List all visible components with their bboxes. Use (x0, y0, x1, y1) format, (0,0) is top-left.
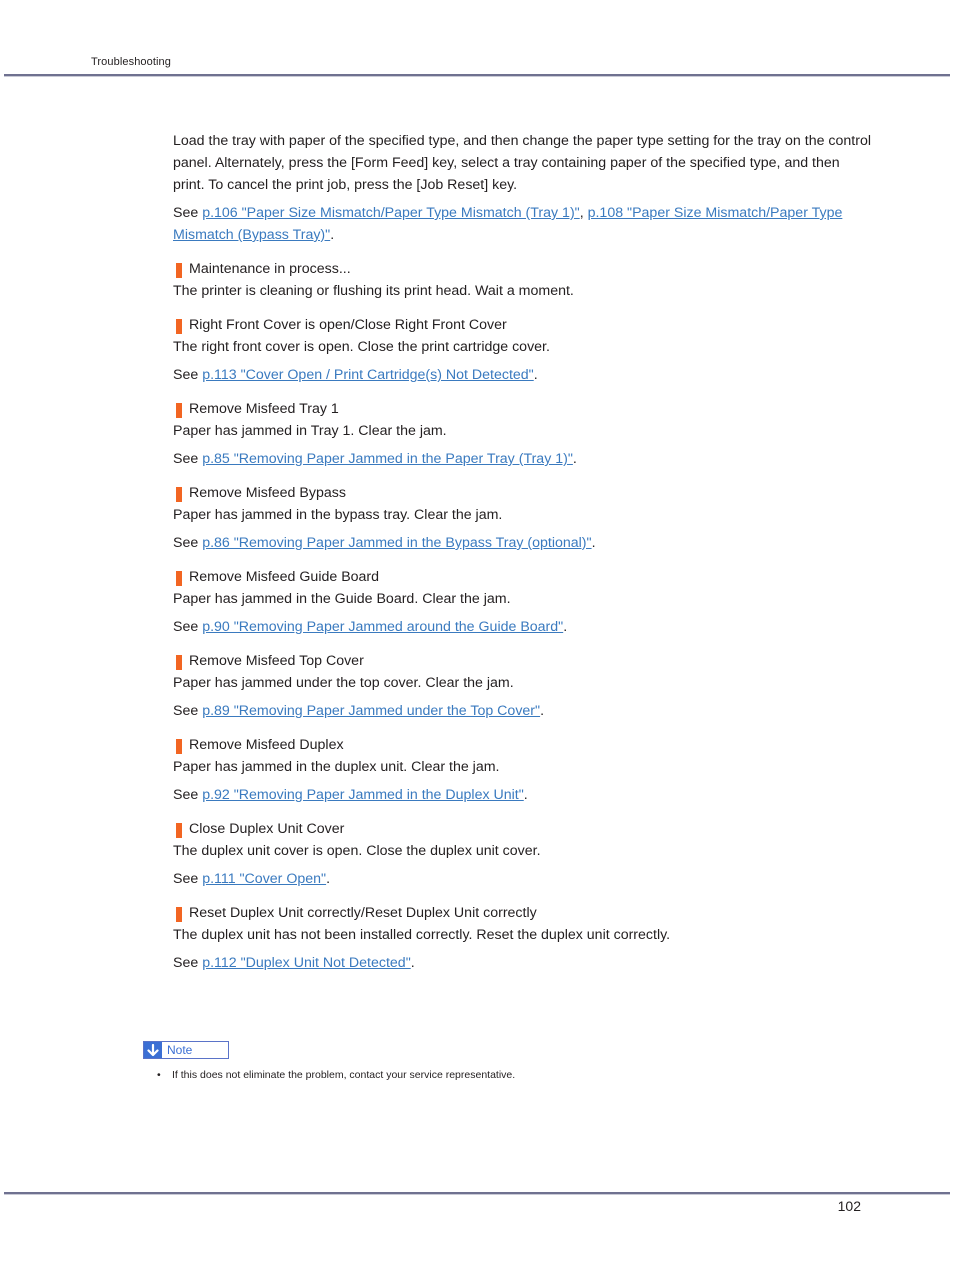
message-item (173, 258, 873, 302)
see-line: See p.113 "Cover Open / Print Cartridge(s) Not Detected". (173, 367, 538, 383)
note-badge (143, 1041, 229, 1059)
message-item (173, 314, 873, 386)
message-description: The duplex unit has not been installed correctly. Reset the duplex unit correctly. (173, 927, 671, 943)
message-item (173, 482, 873, 554)
bullet: • (157, 1069, 161, 1081)
intro-see-line: See p.106 "Paper Size Mismatch/Paper Type Mismatch (Tray 1)", p.108 "Paper Size Mismatch/Paper Type Mismatch (Bypass Tray)". (173, 205, 843, 243)
link-jam-bypass[interactable]: p.86 "Removing Paper Jammed in the Bypass Tray (optional)" (202, 535, 592, 551)
link-jam-guide-board[interactable]: p.90 "Removing Paper Jammed around the Guide Board" (202, 619, 564, 635)
marker-icon (176, 571, 182, 586)
see-line: See p.112 "Duplex Unit Not Detected". (173, 955, 415, 971)
message-title: Remove Misfeed Tray 1 (173, 398, 873, 420)
header-rule (4, 74, 950, 76)
message-item (173, 734, 873, 806)
message-title: Right Front Cover is open/Close Right Front Cover (173, 314, 873, 336)
note-text: If this does not eliminate the problem, contact your service representative. (172, 1069, 516, 1081)
see-line: See p.90 "Removing Paper Jammed around the Guide Board". (173, 619, 568, 635)
marker-icon (176, 403, 182, 418)
note-label: Note (167, 1043, 193, 1057)
marker-icon (176, 823, 182, 838)
link-jam-duplex[interactable]: p.92 "Removing Paper Jammed in the Duplex Unit" (202, 787, 524, 803)
message-description: The right front cover is open. Close the print cartridge cover. (173, 339, 550, 355)
message-description: Paper has jammed in the bypass tray. Clear the jam. (173, 507, 503, 523)
message-item (173, 818, 873, 890)
message-description: The duplex unit cover is open. Close the duplex unit cover. (173, 843, 541, 859)
message-title: Remove Misfeed Guide Board (173, 566, 873, 588)
message-title: Remove Misfeed Bypass (173, 482, 873, 504)
message-item (173, 902, 873, 974)
message-title: Remove Misfeed Top Cover (173, 650, 873, 672)
intro-section (173, 130, 873, 246)
marker-icon (176, 739, 182, 754)
message-title: Reset Duplex Unit correctly/Reset Duplex Unit correctly (173, 902, 873, 924)
message-description: The printer is cleaning or flushing its print head. Wait a moment. (173, 283, 574, 299)
marker-icon (176, 263, 182, 278)
link-duplex-not-detected[interactable]: p.112 "Duplex Unit Not Detected" (202, 955, 411, 971)
link-paper-size-mismatch-tray1[interactable]: p.106 "Paper Size Mismatch/Paper Type Mismatch (Tray 1)" (202, 205, 580, 221)
link-jam-tray1[interactable]: p.85 "Removing Paper Jammed in the Paper Tray (Tray 1)" (202, 451, 573, 467)
intro-paragraph: Load the tray with paper of the specified type, and then change the paper type setting for the tray on the control panel. Alternately, press the [Form Feed] key, select a tray containing paper of the specified type, and then print. To cancel the print job, press the [Job Reset] key. (173, 133, 872, 193)
see-line: See p.92 "Removing Paper Jammed in the Duplex Unit". (173, 787, 528, 803)
message-description: Paper has jammed in the duplex unit. Clear the jam. (173, 759, 500, 775)
message-item (173, 566, 873, 638)
page-number: 102 (837, 1198, 861, 1214)
message-title: Maintenance in process... (173, 258, 873, 280)
message-title: Remove Misfeed Duplex (173, 734, 873, 756)
see-line: See p.111 "Cover Open". (173, 871, 331, 887)
message-item (173, 650, 873, 722)
note-list-item (157, 1069, 515, 1081)
running-header: Troubleshooting (91, 56, 171, 68)
marker-icon (176, 319, 182, 334)
marker-icon (176, 487, 182, 502)
message-description: Paper has jammed in the Guide Board. Clear the jam. (173, 591, 511, 607)
footer-rule (4, 1192, 950, 1194)
see-line: See p.86 "Removing Paper Jammed in the Bypass Tray (optional)". (173, 535, 596, 551)
marker-icon (176, 907, 182, 922)
link-cover-open[interactable]: p.111 "Cover Open" (202, 871, 327, 887)
arrow-down-svg (147, 1044, 159, 1057)
message-title: Close Duplex Unit Cover (173, 818, 873, 840)
marker-icon (176, 655, 182, 670)
link-paper-size-mismatch-bypass[interactable]: p.108 "Paper Size Mismatch/Paper Type Mismatch (Bypass Tray)" (173, 205, 843, 243)
main-content (173, 130, 873, 986)
message-item (173, 398, 873, 470)
message-description: Paper has jammed under the top cover. Clear the jam. (173, 675, 514, 691)
message-description: Paper has jammed in Tray 1. Clear the jam. (173, 423, 447, 439)
link-cover-open-cartridge[interactable]: p.113 "Cover Open / Print Cartridge(s) Not Detected" (202, 367, 534, 383)
see-line: See p.89 "Removing Paper Jammed under the Top Cover". (173, 703, 545, 719)
arrow-down-icon (144, 1042, 162, 1058)
link-jam-top-cover[interactable]: p.89 "Removing Paper Jammed under the Top Cover" (202, 703, 541, 719)
see-line: See p.85 "Removing Paper Jammed in the Paper Tray (Tray 1)". (173, 451, 577, 467)
